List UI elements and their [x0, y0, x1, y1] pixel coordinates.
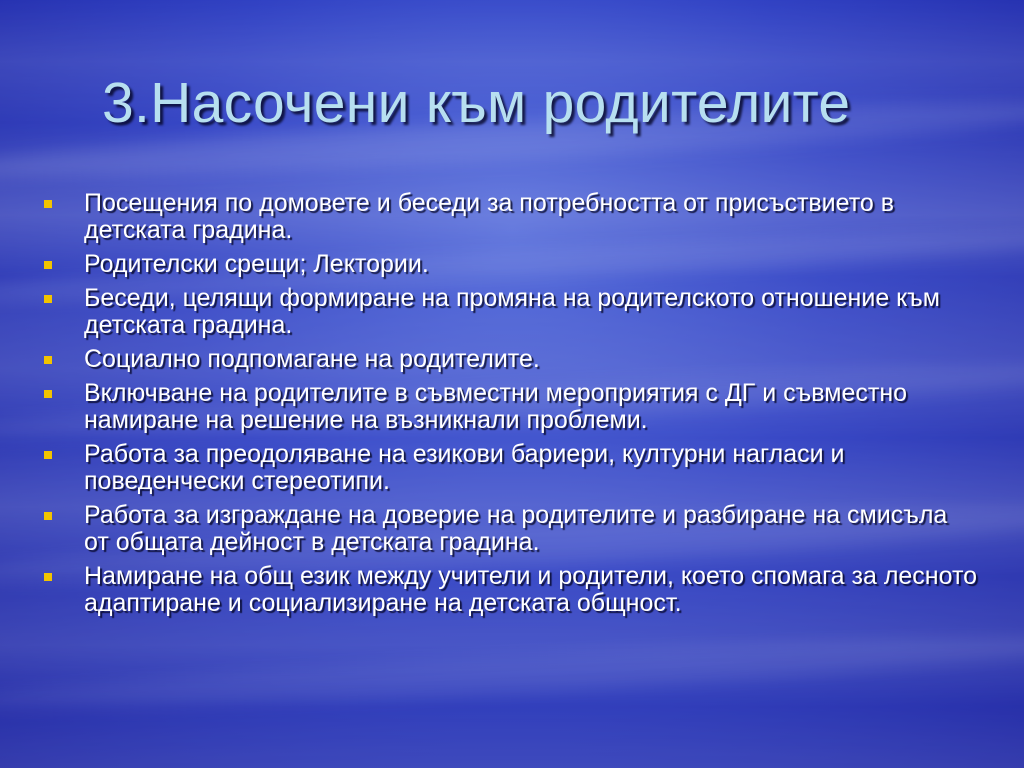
square-bullet-icon — [44, 390, 52, 398]
square-bullet-icon — [44, 295, 52, 303]
bullet-item — [44, 346, 979, 373]
bullet-text: Беседи, целящи формиране на промяна на родителското отношение към детската градина. — [84, 284, 940, 339]
square-bullet-icon — [44, 261, 52, 269]
bullet-item — [44, 563, 979, 617]
bullet-item — [44, 441, 979, 495]
square-bullet-icon — [44, 573, 52, 581]
bullet-item — [44, 380, 979, 434]
bullet-item — [44, 285, 979, 339]
bullet-text: Намиране на общ език между учители и родители, което спомага за лесното адаптиране и социализиране на детската общност. — [84, 562, 978, 617]
bullet-item — [44, 502, 979, 556]
slide-title: 3.Насочени към родителите — [102, 71, 851, 135]
bullet-text: Работа за преодоляване на езикови бариери, културни нагласи и поведенчески стереотипи. — [84, 440, 845, 495]
square-bullet-icon — [44, 512, 52, 520]
square-bullet-icon — [44, 451, 52, 459]
bullet-text: Работа за изграждане на доверие на родителите и разбиране на смисъла от общата дейност в детската градина. — [84, 501, 948, 556]
bullet-item — [44, 190, 979, 244]
bullet-text: Родителски срещи; Лектории. — [84, 250, 429, 278]
square-bullet-icon — [44, 356, 52, 364]
square-bullet-icon — [44, 200, 52, 208]
bullet-item — [44, 251, 979, 278]
bullet-text: Социално подпомагане на родителите. — [84, 345, 540, 373]
bullet-text: Посещения по домовете и беседи за потребността от присъствието в детската градина. — [84, 189, 895, 244]
bullet-text: Включване на родителите в съвместни мероприятия с ДГ и съвместно намиране на решение на възникнали проблеми. — [84, 379, 908, 434]
bullet-list — [44, 190, 979, 624]
